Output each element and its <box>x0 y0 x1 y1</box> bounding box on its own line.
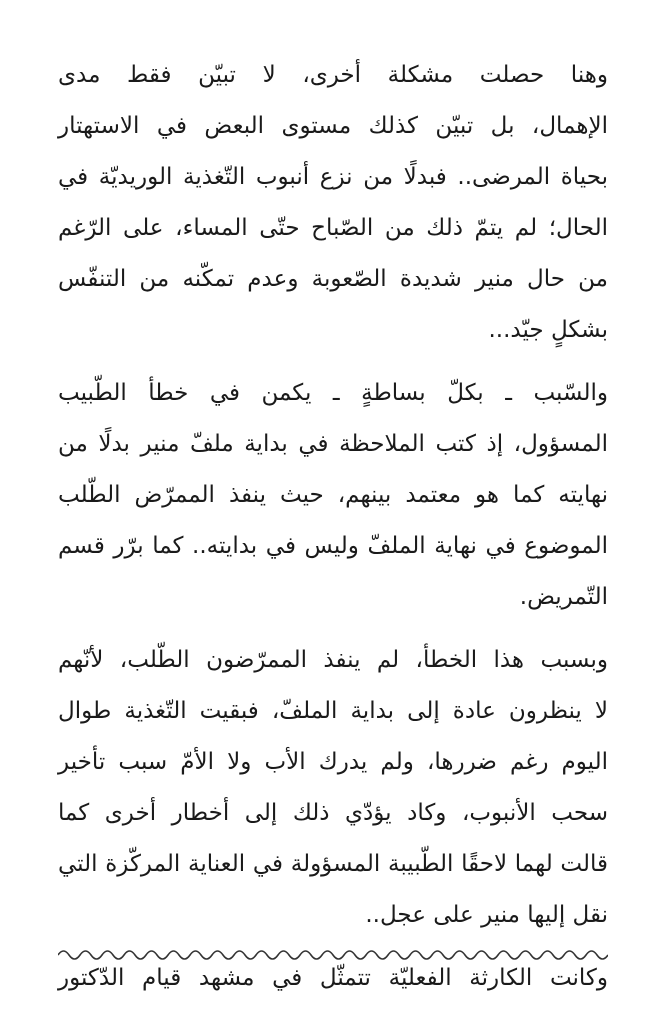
text-line: بحياة المرضى.. فبدلًا من نزع أنبوب التّغذية الوريديّة في <box>58 164 608 190</box>
text-line: قالت لهما لاحقًا الطّبيبة المسؤولة في العناية المركّزة التي <box>58 851 608 877</box>
text-line: وبسبب هذا الخطأ، لم ينفذ الممرّضون الطّلب، لأنّهم <box>58 647 608 673</box>
wavy-divider <box>58 948 608 962</box>
text-line: والسّبب ـ بكلّ بساطةٍ ـ يكمن في خطأ الطّبيب <box>58 380 608 406</box>
book-page <box>58 50 608 1016</box>
text-line: الموضوع في نهاية الملفّ وليس في بدايته.. كما برّر قسم <box>58 533 608 559</box>
text-line: نهايته كما هو معتمد بينهم، حيث ينفذ الممرّض الطّلب <box>58 482 608 508</box>
text-line: المسؤول، إذ كتب الملاحظة في بداية ملفّ منير بدلًا من <box>58 431 608 457</box>
text-line: الحال؛ لم يتمّ ذلك من الصّباح حتّى المساء، على الرّغم <box>58 215 608 241</box>
text-line: بشكلٍ جيّد... <box>488 317 608 343</box>
text-line: التّمريض. <box>519 584 608 610</box>
wavy-divider-line <box>58 951 608 959</box>
text-line: نقل إليها منير على عجل.. <box>365 902 608 928</box>
text-line: من حال منير شديدة الصّعوبة وعدم تمكّنه من التنفّس <box>58 266 608 292</box>
text-line: لا ينظرون عادة إلى بداية الملفّ، فبقيت التّغذية طوال <box>58 698 608 724</box>
paragraph-3 <box>58 635 608 941</box>
text-line: الإهمال، بل تبيّن كذلك مستوى البعض في الاستهتار <box>58 113 608 139</box>
text-line: وكانت الكارثة الفعليّة تتمثّل في مشهد قيام الدّكتور <box>58 965 608 991</box>
paragraph-1 <box>58 50 608 356</box>
text-line: اليوم رغم ضررها، ولم يدرك الأب ولا الأمّ سبب تأخير <box>58 749 608 775</box>
paragraph-2 <box>58 368 608 623</box>
text-line: سحب الأنبوب، وكاد يؤدّي ذلك إلى أخطار أخرى كما <box>58 800 608 826</box>
text-line: وهنا حصلت مشكلة أخرى، لا تبيّن فقط مدى <box>58 62 608 88</box>
